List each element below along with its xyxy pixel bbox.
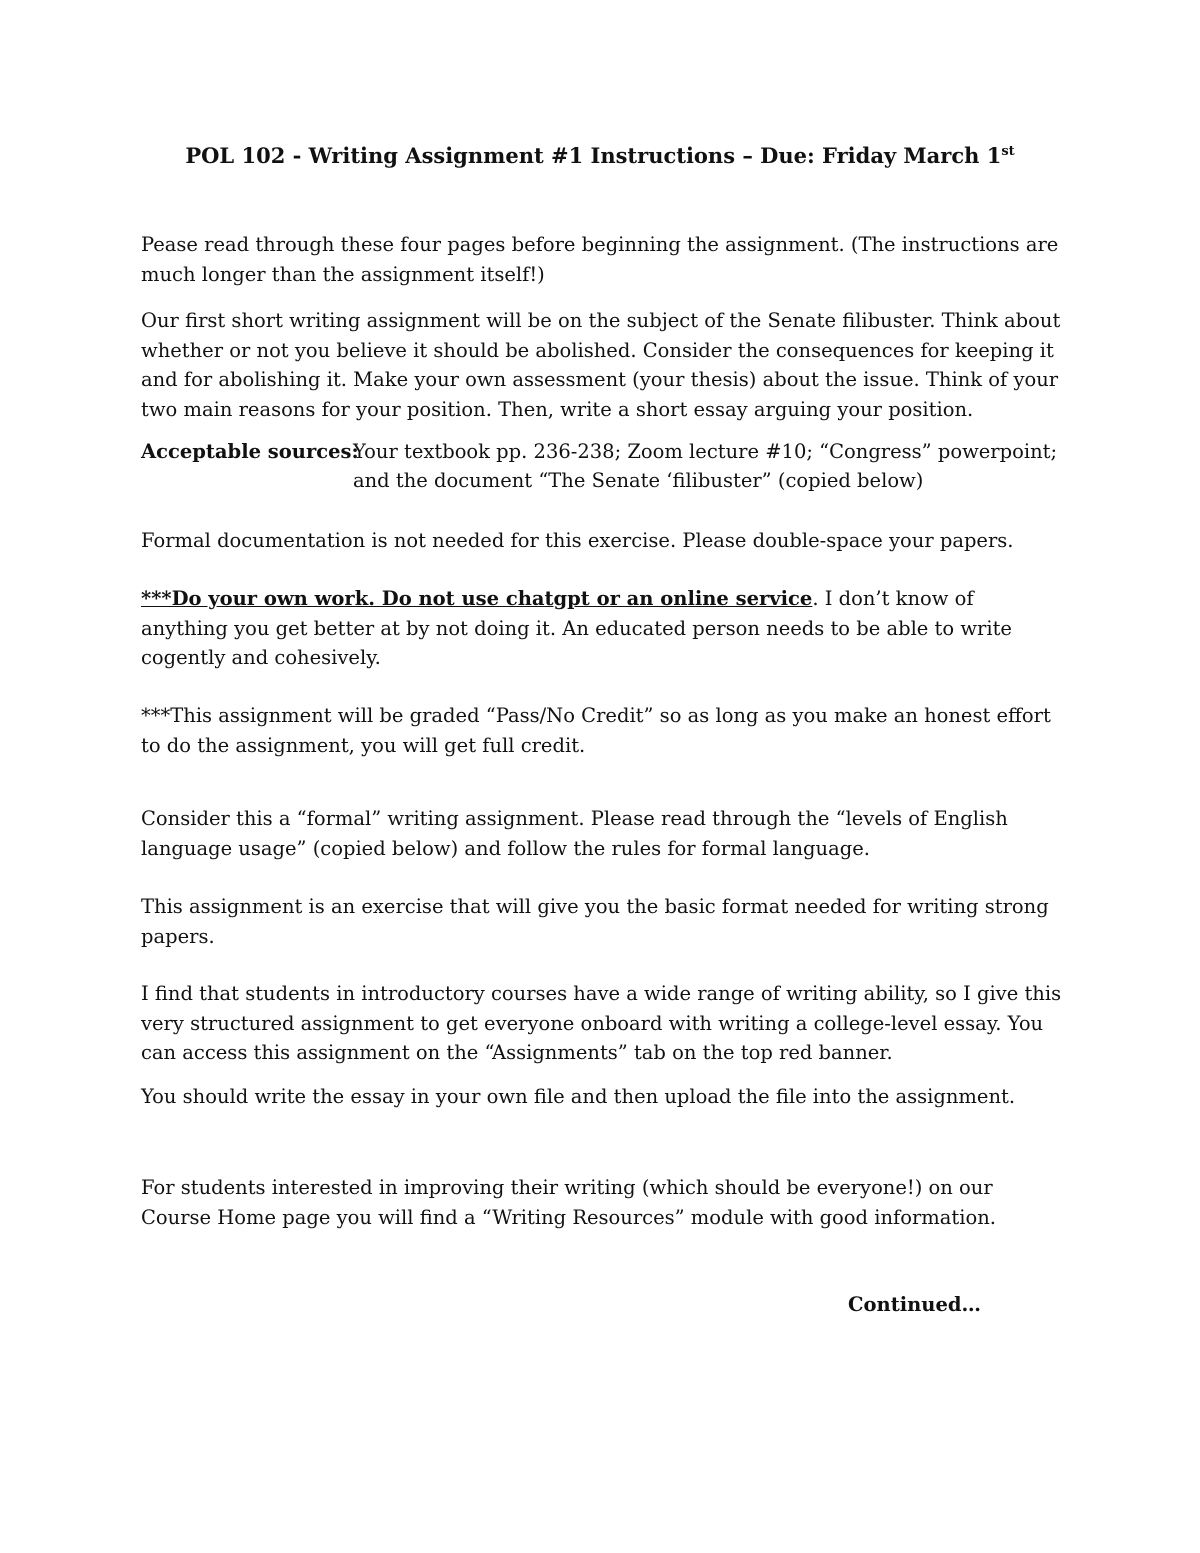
topic-paragraph: Our first short writing assignment will be on the subject of the Senate filibuster. Think about whether or not you believe it should be abolished. Consider the consequences for keeping it and for abolishing it. Make your own assessment (your thesis) about the issue. Think of your two main reasons for your position. Then, write a short essay arguing your position. (141, 309, 1061, 421)
sources-label: Acceptable sources: (141, 440, 359, 463)
intro-paragraph: Pease read through these four pages before beginning the assignment. (The instructions are much longer than the assignment itself!) (141, 233, 1059, 286)
title-superscript: st (1001, 144, 1015, 159)
own-work-warning: ***Do your own work. Do not use chatgpt or an online service (141, 587, 813, 610)
sources-line-2: and the document “The Senate ‘filibuster” (copied below) (353, 469, 924, 492)
page-title (140, 140, 1060, 172)
students-paragraph: I find that students in introductory courses have a wide range of writing ability, so I give this very structured assignment to get everyone onboard with writing a college-level essay. You can access this assignment on the “Assignments” tab on the top red banner. (141, 982, 1062, 1064)
exercise-paragraph: This assignment is an exercise that will give you the basic format needed for writing strong papers. (141, 895, 1049, 948)
documentation-paragraph: Formal documentation is not needed for this exercise. Please double-space your papers. (141, 529, 1014, 552)
own-work-rest: . I don’t know of anything you get better at by not doing it. An educated person needs to be able to write cogently and cohesively. (141, 587, 1012, 669)
own-work-paragraph (141, 584, 1066, 673)
formal-paragraph: Consider this a “formal” writing assignment. Please read through the “levels of English language usage” (copied below) and follow the rules for formal language. (141, 807, 1008, 860)
upload-paragraph: You should write the essay in your own file and then upload the file into the assignment. (141, 1085, 1016, 1108)
grading-paragraph: ***This assignment will be graded “Pass/No Credit” so as long as you make an honest effort to do the assignment, you will get full credit. (141, 704, 1051, 757)
continued-label: Continued… (848, 1293, 982, 1316)
resources-paragraph: For students interested in improving their writing (which should be everyone!) on our Course Home page you will find a “Writing Resources” module with good information. (141, 1176, 996, 1229)
title-text: POL 102 - Writing Assignment #1 Instructions – Due: Friday March 1 (185, 143, 1002, 168)
sources-line-1: Your textbook pp. 236-238; Zoom lecture #10; “Congress” powerpoint; (353, 440, 1058, 463)
